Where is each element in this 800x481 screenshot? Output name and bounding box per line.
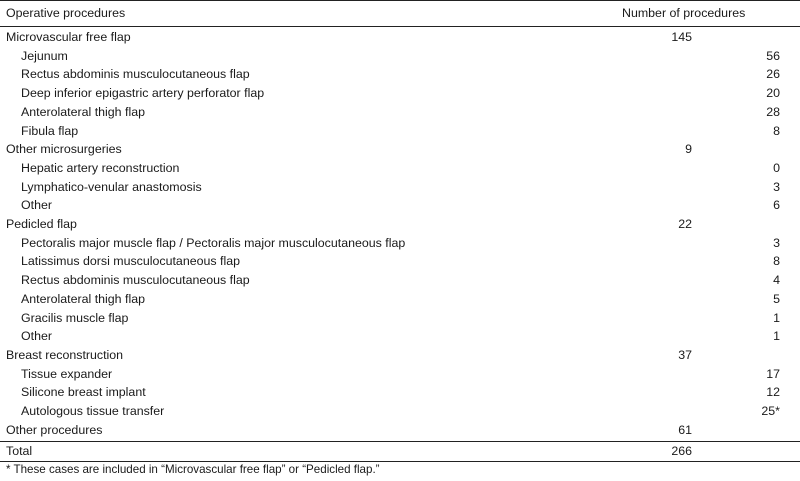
row-count: 1: [773, 329, 780, 344]
row-label: Rectus abdominis musculocutaneous flap: [21, 273, 250, 288]
row-total: 61: [678, 422, 692, 437]
row-label: Latissimus dorsi musculocutaneous flap: [21, 254, 241, 269]
table-row: [0, 196, 800, 215]
footnote: * These cases are included in “Microvascular free flap” or “Pedicled flap.”: [6, 463, 380, 476]
row-count: 12: [766, 385, 780, 400]
row-label: Hepatic artery reconstruction: [21, 160, 180, 175]
header-rule: [0, 26, 800, 27]
header-number-of-procedures: Number of procedures: [622, 6, 746, 20]
row-count: 3: [773, 179, 780, 194]
row-total: 37: [678, 347, 692, 362]
table-row: [0, 365, 800, 384]
row-count: 56: [766, 48, 780, 63]
category-row: [0, 346, 800, 365]
table-row: [0, 234, 800, 253]
row-label: Rectus abdominis musculocutaneous flap: [21, 67, 250, 82]
row-label: Anterolateral thigh flap: [21, 291, 145, 306]
row-count: 4: [773, 273, 780, 288]
row-label: Other procedures: [6, 422, 103, 437]
row-count: 25*: [761, 404, 780, 418]
category-row: [0, 215, 800, 234]
row-count: 26: [766, 67, 780, 82]
total-label: Total: [6, 444, 33, 458]
table-row: [0, 84, 800, 103]
row-label: Pectoralis major muscle flap / Pectoralis major musculocutaneous flap: [21, 235, 406, 250]
table-row: [0, 383, 800, 402]
row-count: 17: [766, 366, 780, 381]
table-row: [0, 290, 800, 309]
row-total: 22: [678, 217, 692, 231]
row-label: Silicone breast implant: [21, 385, 146, 400]
row-label: Pedicled flap: [6, 217, 77, 231]
row-label: Other: [21, 198, 52, 213]
row-label: Anterolateral thigh flap: [21, 104, 145, 119]
row-count: 3: [773, 235, 780, 250]
table-header: [0, 0, 800, 26]
row-label: Gracilis muscle flap: [21, 310, 129, 325]
row-label: Tissue expander: [21, 366, 113, 381]
row-label: Lymphatico-venular anastomosis: [21, 179, 202, 194]
table-row: [0, 252, 800, 271]
row-label: Microvascular free flap: [6, 30, 131, 44]
table-row: [0, 178, 800, 197]
row-label: Autologous tissue transfer: [21, 404, 165, 418]
table-row: [0, 402, 800, 421]
row-count: 0: [773, 160, 780, 175]
row-count: 28: [766, 104, 780, 119]
table-row: [0, 65, 800, 84]
row-total: 9: [685, 142, 692, 157]
row-count: 6: [773, 198, 780, 213]
table-row: [0, 103, 800, 122]
header-operative-procedures: Operative procedures: [6, 6, 126, 20]
category-row: [0, 140, 800, 159]
row-label: Other microsurgeries: [6, 142, 122, 157]
row-label: Jejunum: [21, 48, 68, 63]
row-count: 1: [773, 310, 780, 325]
table-row: [0, 159, 800, 178]
table-row: [0, 309, 800, 328]
total-value: 266: [671, 444, 692, 458]
row-count: 20: [766, 86, 780, 101]
row-label: Other: [21, 329, 52, 344]
total-row: [0, 442, 800, 461]
category-row: [0, 421, 800, 440]
row-count: 8: [773, 123, 780, 138]
row-label: Fibula flap: [21, 123, 79, 138]
category-row: [0, 28, 800, 47]
row-label: Deep inferior epigastric artery perforator flap: [21, 86, 265, 101]
table-row: [0, 327, 800, 346]
row-count: 5: [773, 291, 780, 306]
row-label: Breast reconstruction: [6, 347, 124, 362]
row-total: 145: [671, 30, 692, 44]
table-row: [0, 122, 800, 141]
table-row: [0, 271, 800, 290]
table-row: [0, 47, 800, 66]
bottom-rule: [0, 461, 800, 462]
row-count: 8: [773, 254, 780, 269]
